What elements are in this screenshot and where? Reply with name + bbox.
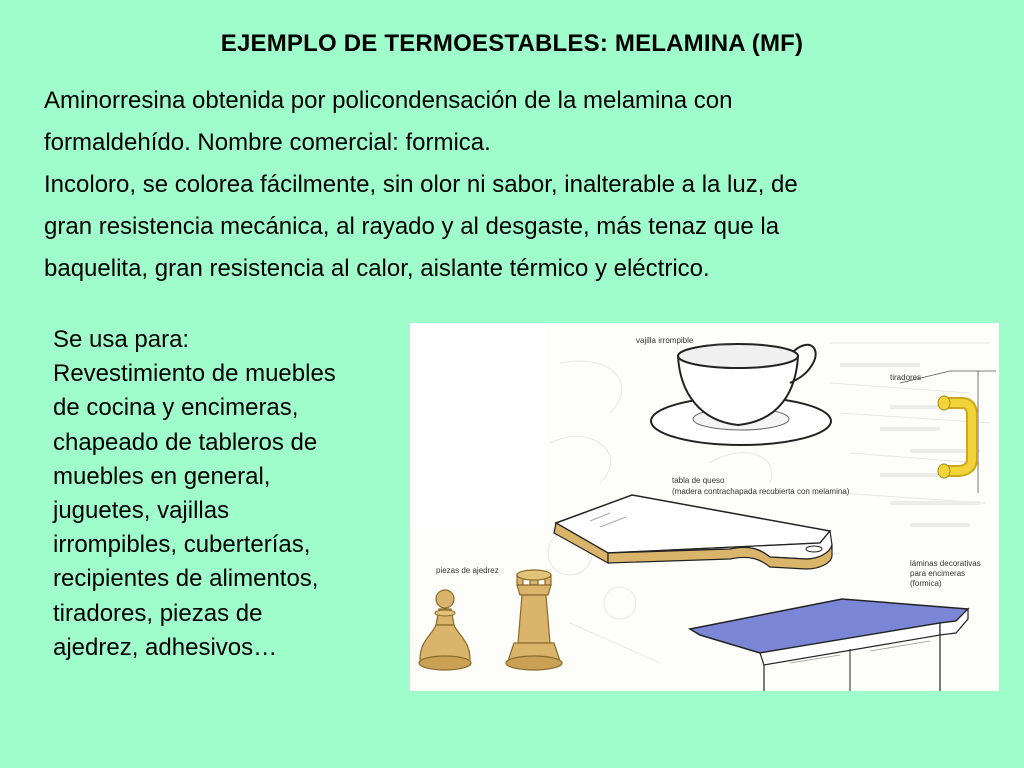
label-laminas-1: láminas decorativas <box>910 559 981 568</box>
label-laminas-3: (formica) <box>910 579 942 588</box>
uses-line: de cocina y encimeras, <box>53 394 299 422</box>
uses-line: chapeado de tableros de <box>53 428 318 456</box>
intro-line: Aminorresina obtenida por policondensación de la melamina con <box>44 87 733 114</box>
slide-title: EJEMPLO DE TERMOESTABLES: MELAMINA (MF) <box>220 30 804 57</box>
intro-line: gran resistencia mecánica, al rayado y al desgaste, más tenaz que la <box>44 213 780 240</box>
label-tabla-1: tabla de queso <box>672 476 725 485</box>
uses-line: tiradores, piezas de <box>53 599 263 627</box>
uses-line: recipientes de alimentos, <box>53 565 319 593</box>
uses-line: Revestimiento de muebles <box>53 360 336 388</box>
intro-text <box>44 80 1004 290</box>
uses-text <box>53 323 408 665</box>
label-laminas-2: para encimeras <box>910 569 966 578</box>
label-tiradores: tiradores <box>890 373 922 382</box>
uses-line: muebles en general, <box>53 462 271 490</box>
intro-line: Incoloro, se colorea fácilmente, sin olor ni sabor, inalterable a la luz, de <box>44 171 798 198</box>
intro-line: formaldehído. Nombre comercial: formica. <box>44 129 491 156</box>
uses-line: Se usa para: <box>53 326 190 353</box>
uses-line: irrompibles, cuberterías, <box>53 531 311 559</box>
uses-line: ajedrez, adhesivos… <box>53 633 278 661</box>
uses-line: juguetes, vajillas <box>53 497 230 525</box>
label-tabla-2: (madera contrachapada recubierta con melamina) <box>672 487 850 496</box>
label-vajilla: vajilla irrompible <box>636 336 694 345</box>
label-piezas: piezas de ajedrez <box>436 566 499 575</box>
melamine-products-illustration <box>410 323 999 691</box>
intro-line: baquelita, gran resistencia al calor, aislante térmico y eléctrico. <box>44 255 710 282</box>
